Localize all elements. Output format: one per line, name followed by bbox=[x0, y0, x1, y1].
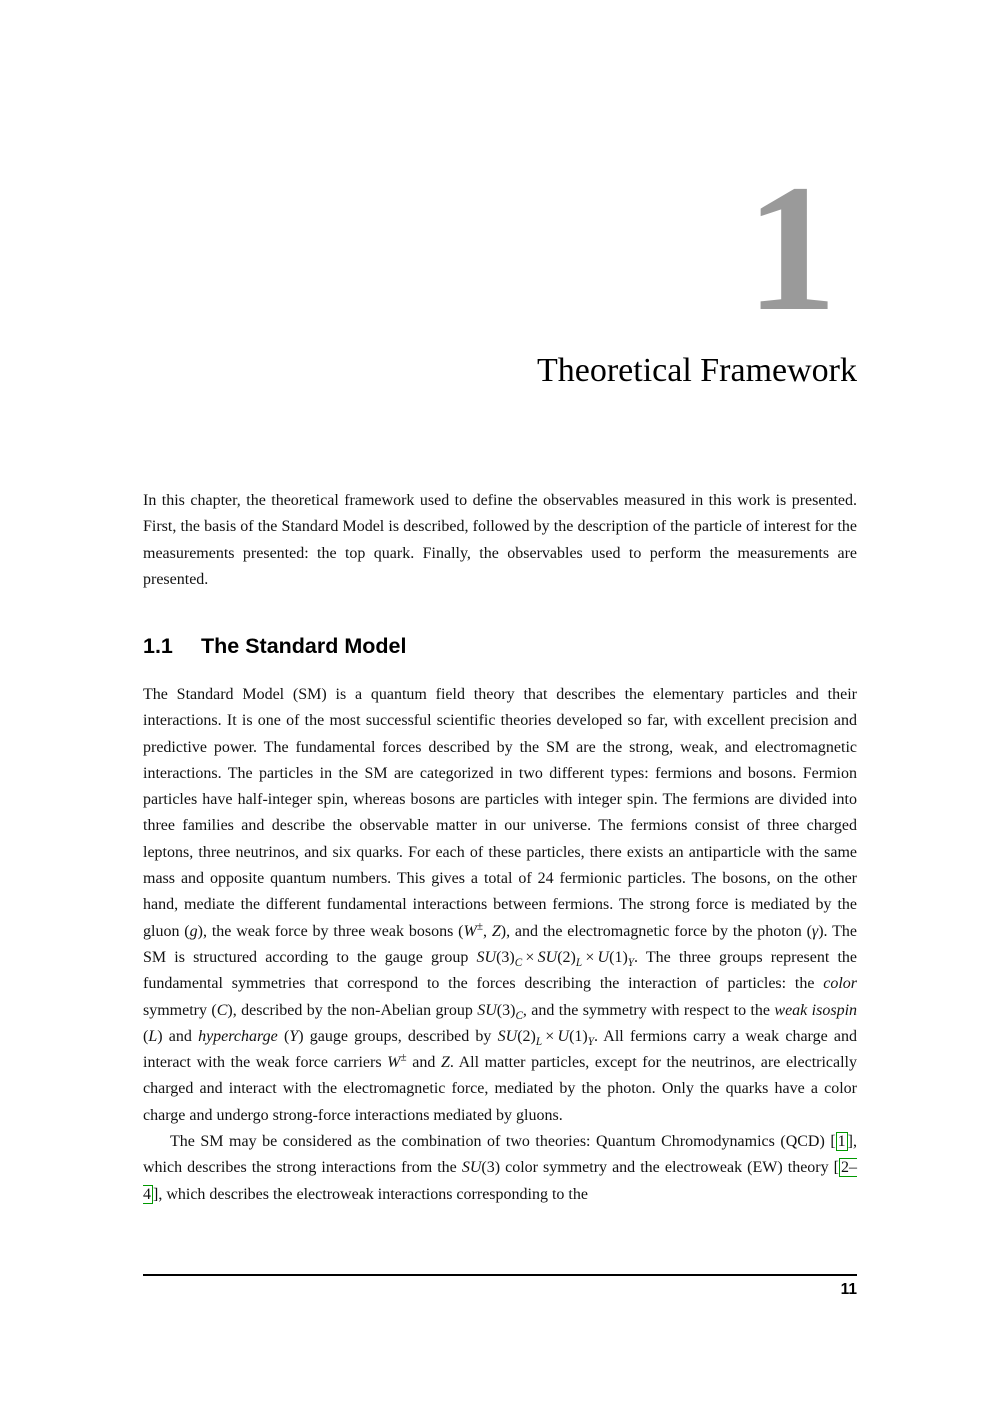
chapter-intro-paragraph: In this chapter, the theoretical framework used to define the observables measured in this work is presented. First, the basis of the Standard Model is described, followed by the description of the particle of interest for the measurements presented: the top quark. Finally, the observables used to perform the measurements are presented. bbox=[143, 492, 857, 588]
citation-link[interactable]: 2–4 bbox=[143, 1159, 858, 1203]
content-column bbox=[143, 0, 857, 1414]
section-title: The Standard Model bbox=[201, 634, 407, 658]
page-number: 11 bbox=[840, 1281, 857, 1298]
section-number: 1.1 bbox=[143, 634, 173, 658]
section-body bbox=[143, 682, 857, 1208]
section-heading bbox=[143, 634, 857, 659]
chapter-title: Theoretical Framework bbox=[536, 352, 857, 389]
body-paragraph: The SM may be considered as the combination of two theories: Quantum Chromodynamics (QCD) [ 1 ], which describes the strong interactions from the SU(3) color symmetry and the electroweak (EW) theory [ 2–4 ], which describes the electroweak interactions corresponding to the bbox=[143, 1133, 858, 1203]
body-paragraph: The Standard Model (SM) is a quantum field theory that describes the elementary particles and their interactions. It is one of the most successful scientific theories developed so far, with excellent precision and predictive power. The fundamental forces described by the SM are the strong, weak, and electromagnetic interactions. The particles in the SM are categorized in two different types: fermions and bosons. Fermion particles have half-integer spin, whereas bosons are particles with integer spin. The fermions are divided into three families and describe the observable matter in our universe. The fermions consist of three charged leptons, three neutrinos, and six quarks. For each of these particles, there exists an antiparticle with the same mass and opposite quantum numbers. This gives a total of 24 fermionic particles. The bosons, on the other hand, mediate the different fundamental interactions between fermions. The strong force is mediated by the gluon (g), the weak force by three weak bosons (W±, Z), and the electromagnetic force by the photon (γ). The SM is structured according to the gauge group $SU(3)_C \times SU(2)_L \times U(1)_Y$. The three groups represent the fundamental symmetries that correspond to the forces describing the interaction of particles: the color symmetry (C), described by the non-Abelian group $SU(3)_C$, and the symmetry with respect to the weak isospin (L) and hypercharge (Y) gauge groups, described by $SU(2)_L \times U(1)_Y$. All fermions carry a weak charge and interact with the weak force carriers W± and Z. All matter particles, except for the neutrinos, are electrically charged and interact with the electromagnetic force, mediated by the photon. Only the quarks have a color charge and undergo strong-force interactions mediated by gluons. bbox=[143, 686, 858, 1124]
chapter-number: 1 bbox=[746, 148, 835, 349]
footer-rule bbox=[143, 1274, 857, 1276]
citation-link[interactable]: 1 bbox=[837, 1133, 846, 1151]
